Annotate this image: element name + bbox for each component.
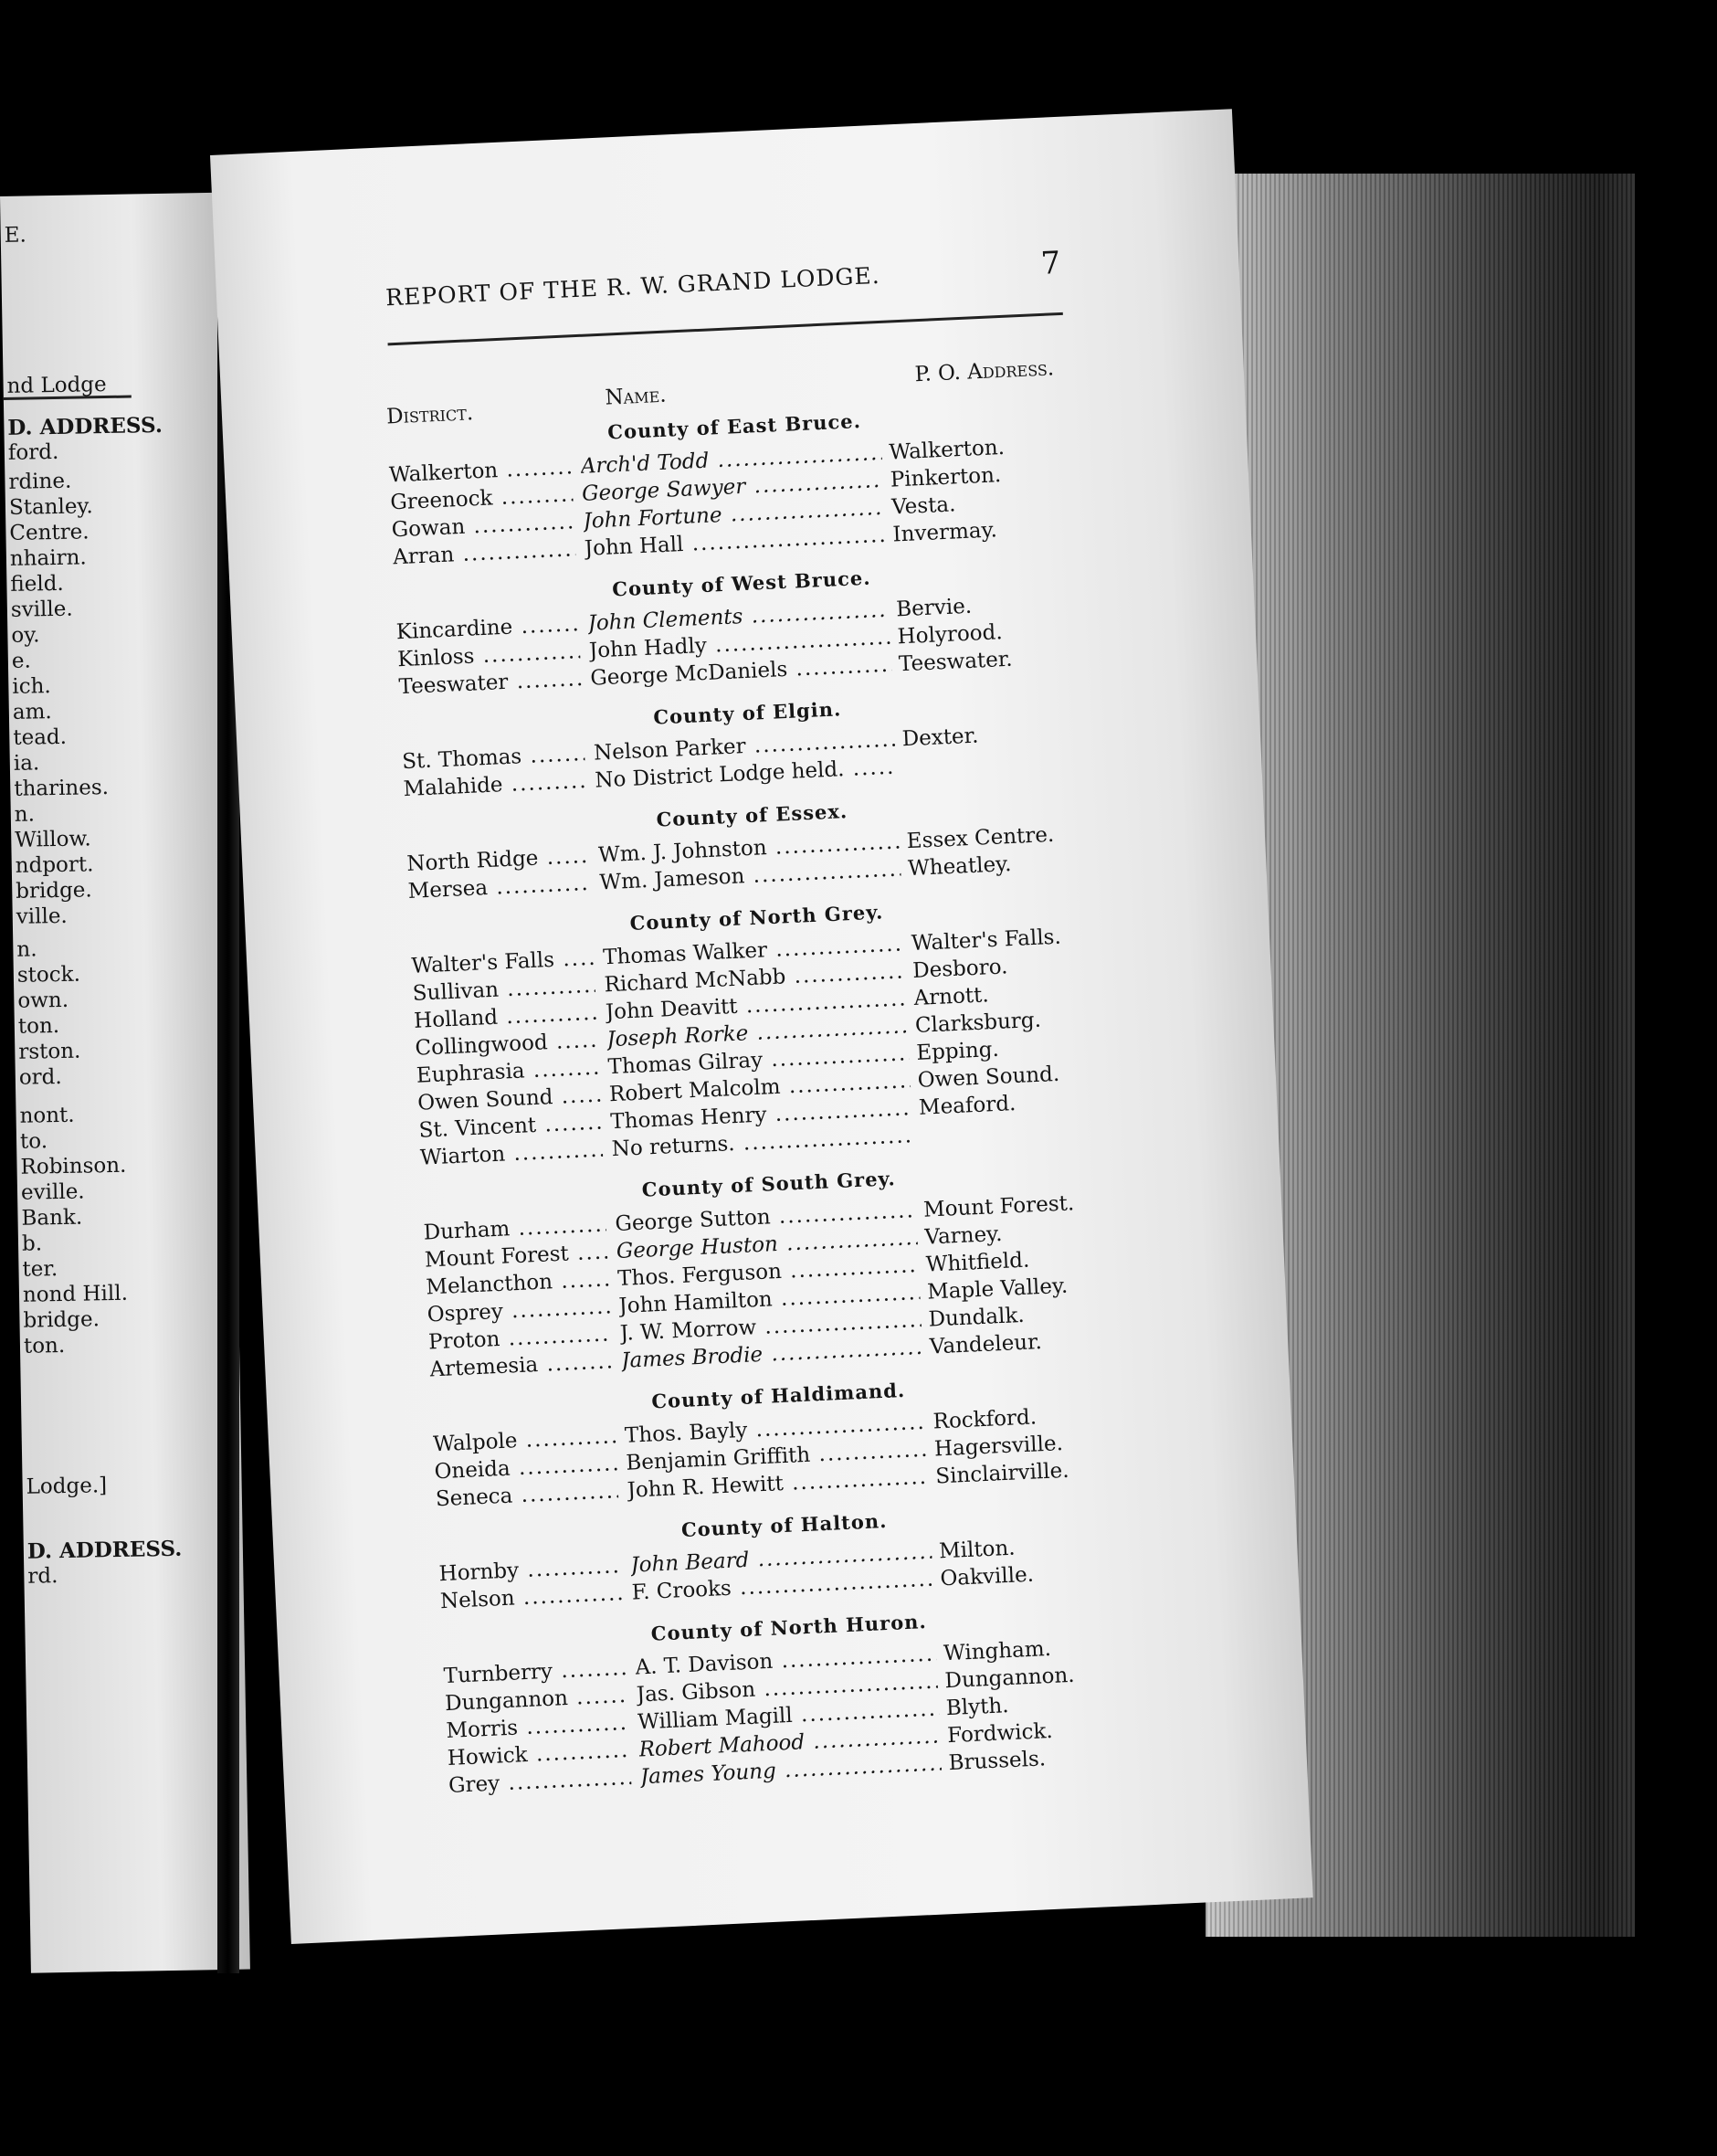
- district-cell: Teeswater .....: [398, 667, 582, 699]
- district-cell: Sullivan .....: [412, 974, 595, 1006]
- district-cell: Malahide .....: [403, 769, 586, 801]
- district-cell: Howick .....: [447, 1739, 630, 1770]
- name-cell: John Beard .....: [630, 1540, 932, 1578]
- county-heading: County of West Bruce.: [611, 565, 871, 601]
- address-cell: Clarksburg.: [914, 1008, 1042, 1038]
- address-cell: Wingham.: [943, 1636, 1052, 1666]
- district-cell: Gowan .....: [391, 510, 574, 542]
- district-cell: Nelson .....: [439, 1581, 623, 1613]
- name-cell: Thos. Ferguson .....: [617, 1253, 920, 1291]
- left-page-fragment: ton.: [17, 1014, 60, 1039]
- left-page-fragment: D. ADDRESS.: [7, 412, 163, 440]
- left-page-fragment: oy.: [11, 623, 40, 648]
- district-cell: Morris .....: [446, 1711, 629, 1743]
- district-cell: St. Vincent .....: [418, 1111, 602, 1143]
- county-heading: County of Essex.: [656, 799, 848, 831]
- address-cell: Pinkerton.: [890, 463, 1002, 492]
- address-cell: Dundalk.: [928, 1303, 1026, 1332]
- address-cell: Arnott.: [913, 983, 990, 1010]
- district-cell: Holland .....: [414, 1001, 597, 1033]
- county-heading: County of South Grey.: [641, 1167, 897, 1201]
- name-cell: George Huston .....: [616, 1226, 918, 1263]
- name-cell: Thomas Walker .....: [603, 932, 905, 969]
- address-cell: Teeswater.: [898, 647, 1014, 677]
- district-cell: Mount Forest .....: [425, 1241, 608, 1273]
- left-page-fragment: n.: [16, 937, 37, 962]
- address-cell: Hagersville.: [933, 1432, 1064, 1462]
- district-cell: Oneida .....: [434, 1452, 617, 1484]
- county-heading: County of North Grey.: [629, 900, 884, 935]
- name-cell: Robert Malcolm .....: [609, 1069, 911, 1106]
- left-page-fragment: am.: [12, 700, 52, 724]
- address-cell: Rockford.: [932, 1405, 1038, 1434]
- district-cell: Wiarton .....: [419, 1138, 603, 1170]
- address-cell: Vandeleur.: [929, 1330, 1043, 1359]
- address-cell: Walter's Falls.: [911, 925, 1062, 956]
- left-page-fragment: ton.: [23, 1333, 66, 1358]
- left-page-fragment: nd Lodge: [6, 372, 107, 398]
- left-page-fragment: e.: [11, 649, 32, 673]
- name-cell: George Sutton .....: [615, 1199, 917, 1236]
- left-page-fragment: rdine.: [8, 469, 72, 494]
- district-cell: Osprey .....: [427, 1295, 610, 1326]
- county-heading: County of Haldimand.: [650, 1378, 906, 1413]
- left-page-fragment: ich.: [12, 674, 51, 699]
- name-cell: Richard McNabb .....: [604, 959, 906, 997]
- district-cell: Walpole .....: [433, 1424, 616, 1456]
- left-page-fragment: Robinson.: [20, 1153, 127, 1179]
- address-cell: Desboro.: [911, 955, 1008, 984]
- address-cell: Brussels.: [948, 1747, 1047, 1776]
- name-cell: Thomas Gilray .....: [607, 1041, 910, 1079]
- left-page-fragment: Centre.: [9, 520, 90, 545]
- district-cell: Walter's Falls .....: [411, 946, 595, 978]
- district-cell: Collingwood .....: [415, 1029, 598, 1061]
- left-page-fragment: bridge.: [16, 878, 92, 904]
- district-cell: Owen Sound .....: [417, 1083, 601, 1115]
- address-cell: Dexter.: [901, 724, 979, 752]
- left-page-fragment: nont.: [19, 1103, 75, 1128]
- district-cell: Turnberry .....: [443, 1656, 627, 1688]
- column-header-address: P. O. Address.: [914, 356, 1055, 387]
- page-number: 7: [1039, 244, 1062, 282]
- address-cell: Wheatley.: [907, 852, 1012, 882]
- address-cell: Holyrood.: [897, 620, 1004, 650]
- district-cell: St. Thomas .....: [402, 742, 585, 774]
- district-cell: Kincardine .....: [395, 612, 579, 644]
- left-page-fragment: nhairn.: [9, 545, 87, 571]
- left-page-fragment: ndport.: [15, 852, 94, 878]
- name-cell: John Hadly .....: [588, 626, 890, 663]
- county-heading: County of East Bruce.: [606, 408, 862, 444]
- address-cell: Whitfield.: [925, 1248, 1030, 1277]
- column-header-district: District.: [385, 401, 474, 429]
- name-cell: Thos. Bayly .....: [624, 1411, 926, 1448]
- address-cell: Fordwick.: [946, 1718, 1054, 1749]
- left-page-fragment: sville.: [10, 597, 73, 622]
- district-cell: Artemesia .....: [429, 1349, 613, 1381]
- left-page-fragment: field.: [10, 571, 64, 597]
- name-cell: Wm. Jameson .....: [599, 858, 901, 895]
- name-cell: J. W. Morrow .....: [619, 1308, 922, 1346]
- address-cell: Milton.: [938, 1536, 1017, 1564]
- name-cell: Robert Mahood .....: [638, 1725, 941, 1762]
- district-cell: Proton .....: [428, 1322, 612, 1354]
- left-page-fragment: stock.: [16, 962, 81, 988]
- name-cell: Thomas Henry .....: [610, 1096, 912, 1134]
- name-cell: No returns. .....: [611, 1124, 913, 1161]
- district-cell: Grey .....: [448, 1766, 632, 1798]
- left-page-fragment: tharines.: [14, 776, 110, 801]
- address-cell: Vesta.: [890, 492, 956, 520]
- left-page-fragment: ville.: [16, 904, 68, 929]
- left-page-fragment: Bank.: [21, 1205, 83, 1231]
- county-heading: County of Elgin.: [652, 697, 842, 729]
- left-page-fragment: bridge.: [23, 1307, 100, 1333]
- district-cell: Euphrasia .....: [416, 1056, 599, 1088]
- name-cell: F. Crooks .....: [631, 1568, 933, 1605]
- left-page-fragment: to.: [19, 1129, 48, 1154]
- name-cell: Joseph Rorke .....: [606, 1014, 909, 1052]
- name-cell: James Young .....: [639, 1752, 942, 1790]
- address-cell: Varney.: [923, 1221, 1003, 1250]
- address-cell: Mount Forest.: [922, 1191, 1075, 1222]
- left-page-fragment: ford.: [7, 439, 59, 465]
- name-cell: William Magill .....: [637, 1697, 940, 1735]
- left-facing-page: [0, 193, 250, 1973]
- left-page-fragment: rd.: [27, 1564, 58, 1589]
- column-header-name: Name.: [604, 383, 668, 410]
- name-cell: George Sawyer .....: [582, 469, 884, 506]
- address-cell: Owen Sound.: [917, 1062, 1060, 1093]
- name-cell: Jas. Gibson .....: [636, 1670, 938, 1707]
- name-cell: Benjamin Griffith .....: [626, 1438, 928, 1475]
- address-cell: Walkerton.: [888, 435, 1006, 465]
- left-page-fragment: eville.: [20, 1179, 85, 1205]
- district-cell: Melancthon .....: [426, 1267, 609, 1299]
- left-page-fragment: Stanley.: [8, 494, 93, 520]
- address-cell: Blyth.: [945, 1694, 1010, 1721]
- left-page-fragment: rston.: [18, 1039, 81, 1064]
- left-page-fragment: nond Hill.: [22, 1281, 129, 1307]
- name-cell: John Fortune .....: [583, 496, 885, 534]
- left-page-fragment: n.: [14, 802, 36, 827]
- left-page-fragment: b.: [21, 1231, 43, 1256]
- running-head: REPORT OF THE R. W. GRAND LODGE.: [384, 261, 881, 312]
- county-heading: County of North Huron.: [650, 1610, 928, 1645]
- district-cell: Walkerton .....: [389, 455, 573, 487]
- name-cell: James Brodie .....: [621, 1336, 923, 1373]
- address-cell: Dungannon.: [944, 1663, 1076, 1694]
- left-page-fragment: tead.: [13, 724, 68, 750]
- address-cell: Bervie.: [895, 594, 973, 622]
- address-cell: Maple Valley.: [926, 1274, 1069, 1305]
- name-cell: John Deavitt .....: [605, 987, 907, 1024]
- district-cell: Greenock .....: [390, 482, 574, 514]
- name-cell: John R. Hewitt .....: [627, 1465, 929, 1503]
- left-page-text: [0, 193, 219, 1589]
- district-cell: Mersea .....: [407, 872, 591, 904]
- address-cell: Oakville.: [939, 1562, 1035, 1591]
- left-page-fragment: ia.: [13, 751, 40, 776]
- district-cell: North Ridge .....: [406, 844, 590, 876]
- district-cell: Arran .....: [393, 537, 576, 569]
- left-page-fragment: Willow.: [15, 827, 91, 852]
- address-cell: Invermay.: [892, 518, 998, 547]
- address-cell: Sinclairville.: [934, 1458, 1070, 1489]
- district-cell: Hornby .....: [438, 1554, 622, 1586]
- name-cell: John Hamilton .....: [618, 1281, 921, 1318]
- district-cell: Dungannon .....: [445, 1684, 628, 1716]
- name-cell: John Clements .....: [587, 598, 890, 636]
- left-page-fragment: own.: [17, 988, 69, 1013]
- name-cell: A. T. Davison .....: [635, 1643, 937, 1680]
- name-cell: No District Lodge held. .....: [595, 756, 897, 793]
- name-cell: Arch'd Todd .....: [580, 441, 882, 479]
- name-cell: Nelson Parker .....: [594, 728, 896, 766]
- address-cell: Epping.: [915, 1037, 1000, 1065]
- left-page-fragment: E.: [4, 223, 27, 248]
- left-page-fragment: Lodge.]: [26, 1474, 108, 1499]
- district-cell: Kinloss .....: [397, 639, 581, 671]
- document-page: [210, 109, 1313, 1944]
- left-page-fragment: ter.: [22, 1257, 58, 1282]
- address-cell: Meaford.: [918, 1092, 1017, 1120]
- left-page-fragment: ord.: [18, 1064, 62, 1090]
- left-page-fragment: D. ADDRESS.: [26, 1536, 183, 1564]
- address-cell: Essex Centre.: [906, 822, 1055, 854]
- name-cell: John Hall .....: [584, 523, 886, 561]
- county-heading: County of Halton.: [680, 1508, 888, 1542]
- district-cell: Seneca .....: [435, 1479, 618, 1511]
- name-cell: Wm. J. Johnston .....: [598, 830, 901, 868]
- district-cell: Durham .....: [423, 1213, 606, 1245]
- name-cell: George McDaniels .....: [590, 653, 892, 691]
